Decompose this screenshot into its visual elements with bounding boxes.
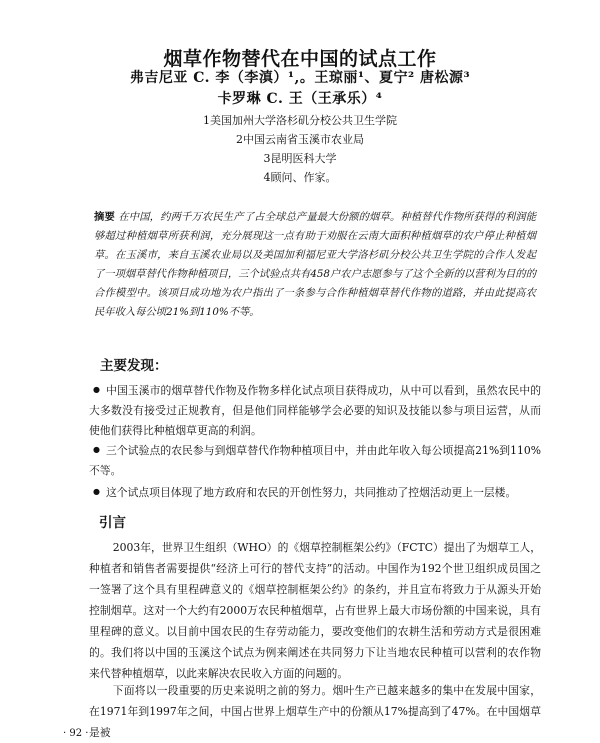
abstract-text: 在中国，约两千万农民生产了占全球总产量最大份额的烟草。种植替代作物所获得的利润能够超过种植烟草所获利润，充分展现这一点有助于劝服在云南大面积种植烟草的农户停止种植烟草。在玉溪市，来自玉溪农业局以及美国加利福尼亚大学洛杉矶分校公共卫生学院的合作人发起了一项烟草替代作物种植项目，三个试验点共有458户农户志愿参与了这个全新的以营利为目的的合作模型中。该项目成功地为农户指出了一条参与合作种植烟草替代作物的道路，并由此提高农民年收入每公顷21%到110%不等。 bbox=[94, 211, 537, 318]
bullet-dot-icon: ● bbox=[93, 445, 101, 454]
affiliation-2: 2中国云南省玉溪市农业局 bbox=[236, 133, 364, 146]
finding-bullet-3 bbox=[89, 482, 541, 503]
page-number: · 92 · bbox=[63, 728, 89, 739]
finding-bullet-2 bbox=[89, 440, 541, 481]
intro-paragraph-1: 2003年，世界卫生组织（WHO）的《烟草控制框架公约》（FCTC）提出了为烟草工人，种植者和销售者需要提供“经济上可行的替代支持”的活动。中国作为192个世卫组织成员国之一签署了这个具有里程碑意义的《烟草控制框架公约》的条约，并且宣布将致力于从源头开始控制烟草。这对一个大约有2000万农民种植烟草，占有世界上最大市场份额的中国来说，具有里程碑的意义。以目前中国农民的生存劳动能力，要改变他们的农耕生活和劳动方式是很困难的。我们将以中国的玉溪这个试点为例来阐述在共同努力下让当地农民种植可以营利的农作物来代替种植烟草，以此来解决农民收入方面的问题的。 bbox=[89, 541, 541, 680]
affiliation-1: 1美国加州大学洛杉矶分校公共卫生学院 bbox=[203, 114, 397, 127]
finding-text-3: 这个试点项目体现了地方政府和农民的开创性努力，共同推动了控烟活动更上一层楼。 bbox=[105, 486, 517, 499]
affiliation-3: 3昆明医科大学 bbox=[263, 152, 337, 165]
abstract bbox=[94, 208, 536, 322]
intro-heading: 引言 bbox=[99, 515, 126, 531]
intro-paragraph-2: 下面将以一段重要的历史来说明之前的努力。烟叶生产已越来越多的集中在发展中国家，在1971年到1997年之间，中国占世界上烟草生产中的份额从17%提高到了47%。在中国烟草是被 bbox=[89, 684, 541, 739]
findings-heading: 主要发现： bbox=[100, 358, 168, 374]
affiliation-4: 4顾问、作家。 bbox=[263, 171, 337, 184]
paper-title: 烟草作物替代在中国的试点工作 bbox=[163, 48, 437, 70]
authors-line-2: 卡罗琳 C. 王（王承乐）⁴ bbox=[217, 91, 383, 107]
finding-text-2: 三个试验点的农民参与到烟草替代作物种植项目中，并由此年收入每公顷提高21%到110%不等。 bbox=[89, 444, 541, 477]
abstract-label: 摘要 bbox=[94, 211, 115, 223]
bullet-dot-icon: ● bbox=[93, 487, 100, 496]
finding-text-1: 中国玉溪市的烟草替代作物及作物多样化试点项目获得成功，从中可以看到，虽然农民中的大多数没有接受过正规教育，但是他们同样能够学会必要的知识及技能以参与项目运营，从而使他们获得比种植烟草更高的利润。 bbox=[89, 384, 541, 437]
bullet-dot-icon: ● bbox=[93, 385, 101, 394]
finding-bullet-1 bbox=[89, 380, 541, 441]
authors-line-1: 弗吉尼亚 C. 李（李滇）¹,。王琼丽¹、夏宁² 唐松源³ bbox=[129, 70, 471, 86]
